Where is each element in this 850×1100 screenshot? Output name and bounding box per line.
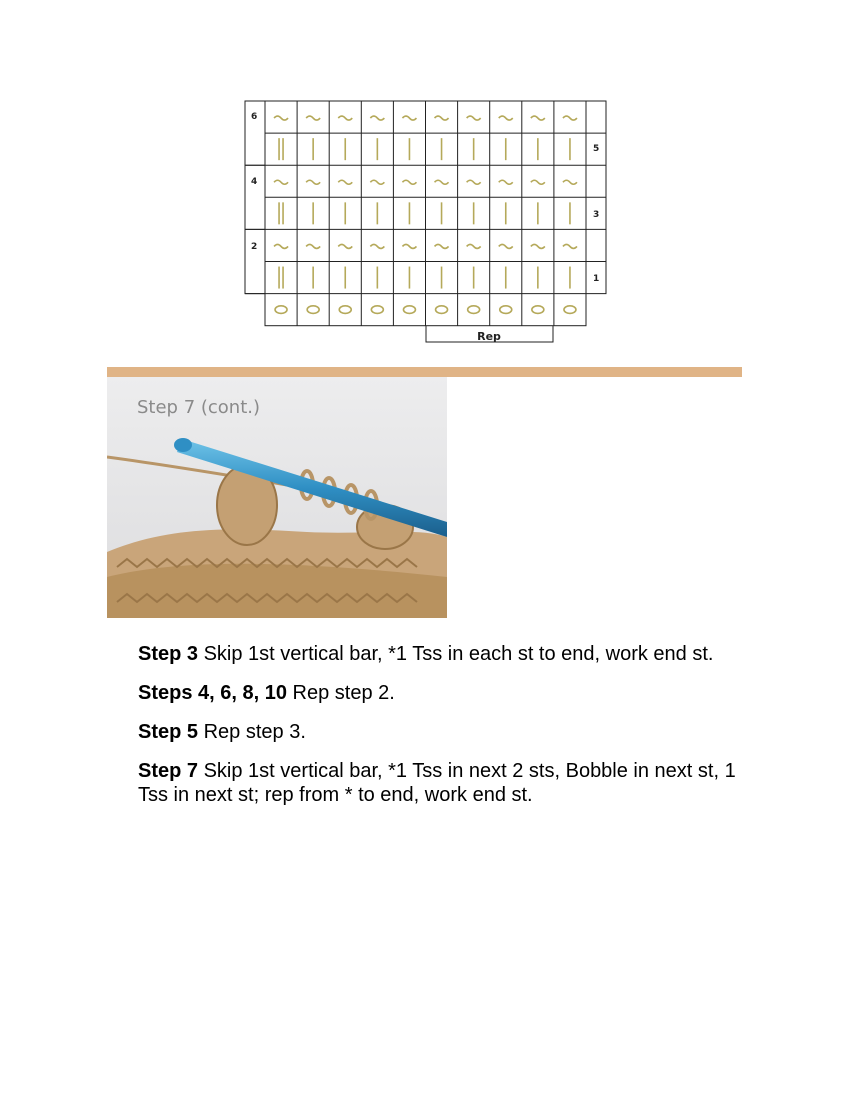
chain-symbol <box>532 306 544 314</box>
tss-symbol <box>306 244 320 248</box>
tss-symbol <box>274 244 288 248</box>
step-3 <box>138 642 748 666</box>
tss-symbol <box>370 244 384 248</box>
instructions <box>138 642 748 822</box>
chain-symbol <box>339 306 351 314</box>
tss-symbol <box>467 244 481 248</box>
tss-symbol <box>338 244 352 248</box>
chain-symbol <box>307 306 319 314</box>
chain-symbol <box>403 306 415 314</box>
tss-symbol <box>563 180 577 184</box>
step-text: Rep step 2. <box>286 682 395 704</box>
tss-symbol <box>306 116 320 120</box>
row-number-2: 2 <box>251 242 258 252</box>
tss-symbol <box>402 180 416 184</box>
tss-symbol <box>563 116 577 120</box>
tss-symbol <box>435 116 449 120</box>
tss-symbol <box>435 180 449 184</box>
step-5 <box>138 720 748 744</box>
chain-symbol <box>468 306 480 314</box>
chain-symbol <box>275 306 287 314</box>
chain-symbol <box>564 306 576 314</box>
tss-symbol <box>467 116 481 120</box>
chain-symbol <box>436 306 448 314</box>
tss-symbol <box>563 244 577 248</box>
tss-symbol <box>531 244 545 248</box>
tss-symbol <box>467 180 481 184</box>
row-number-1: 1 <box>593 274 600 284</box>
row-number-3: 3 <box>593 210 600 220</box>
row-label-box-left <box>245 165 265 229</box>
row-number-6: 6 <box>251 112 258 122</box>
tss-symbol <box>274 116 288 120</box>
row-label-box-left <box>245 101 265 165</box>
row-number-4: 4 <box>251 177 258 187</box>
rep-label: Rep <box>477 330 501 343</box>
step-label: Step 3 <box>138 643 199 665</box>
row-number-5: 5 <box>593 144 600 154</box>
tss-symbol <box>499 116 513 120</box>
step-7-photo <box>107 377 447 618</box>
tss-symbol <box>499 180 513 184</box>
step-label: Step 7 <box>138 760 199 782</box>
tss-symbol <box>274 180 288 184</box>
tss-symbol <box>531 116 545 120</box>
step-label: Steps 4, 6, 8, 10 <box>138 682 287 704</box>
tss-symbol <box>435 244 449 248</box>
tss-symbol <box>402 116 416 120</box>
chain-symbol <box>500 306 512 314</box>
chain-symbol <box>371 306 383 314</box>
tss-symbol <box>402 244 416 248</box>
step-text: Skip 1st vertical bar, *1 Tss in next 2 sts, Bobble in next st, 1 Tss in next st; rep from * to end, work end st. <box>138 760 736 806</box>
row-label-box-left <box>245 229 265 293</box>
tss-symbol <box>370 180 384 184</box>
section-divider <box>107 367 742 377</box>
step-7 <box>138 759 748 807</box>
step-text: Rep step 3. <box>198 721 306 743</box>
stitch-chart <box>0 0 850 360</box>
tss-symbol <box>338 180 352 184</box>
tss-symbol <box>499 244 513 248</box>
chart-grid <box>245 101 606 342</box>
tss-symbol <box>531 180 545 184</box>
tss-symbol <box>338 116 352 120</box>
photo-caption: Step 7 (cont.) <box>137 397 261 418</box>
step-label: Step 5 <box>138 721 199 743</box>
steps-4-6-8-10 <box>138 681 748 705</box>
step-text: Skip 1st vertical bar, *1 Tss in each st to end, work end st. <box>198 643 714 665</box>
tss-symbol <box>370 116 384 120</box>
tss-symbol <box>306 180 320 184</box>
